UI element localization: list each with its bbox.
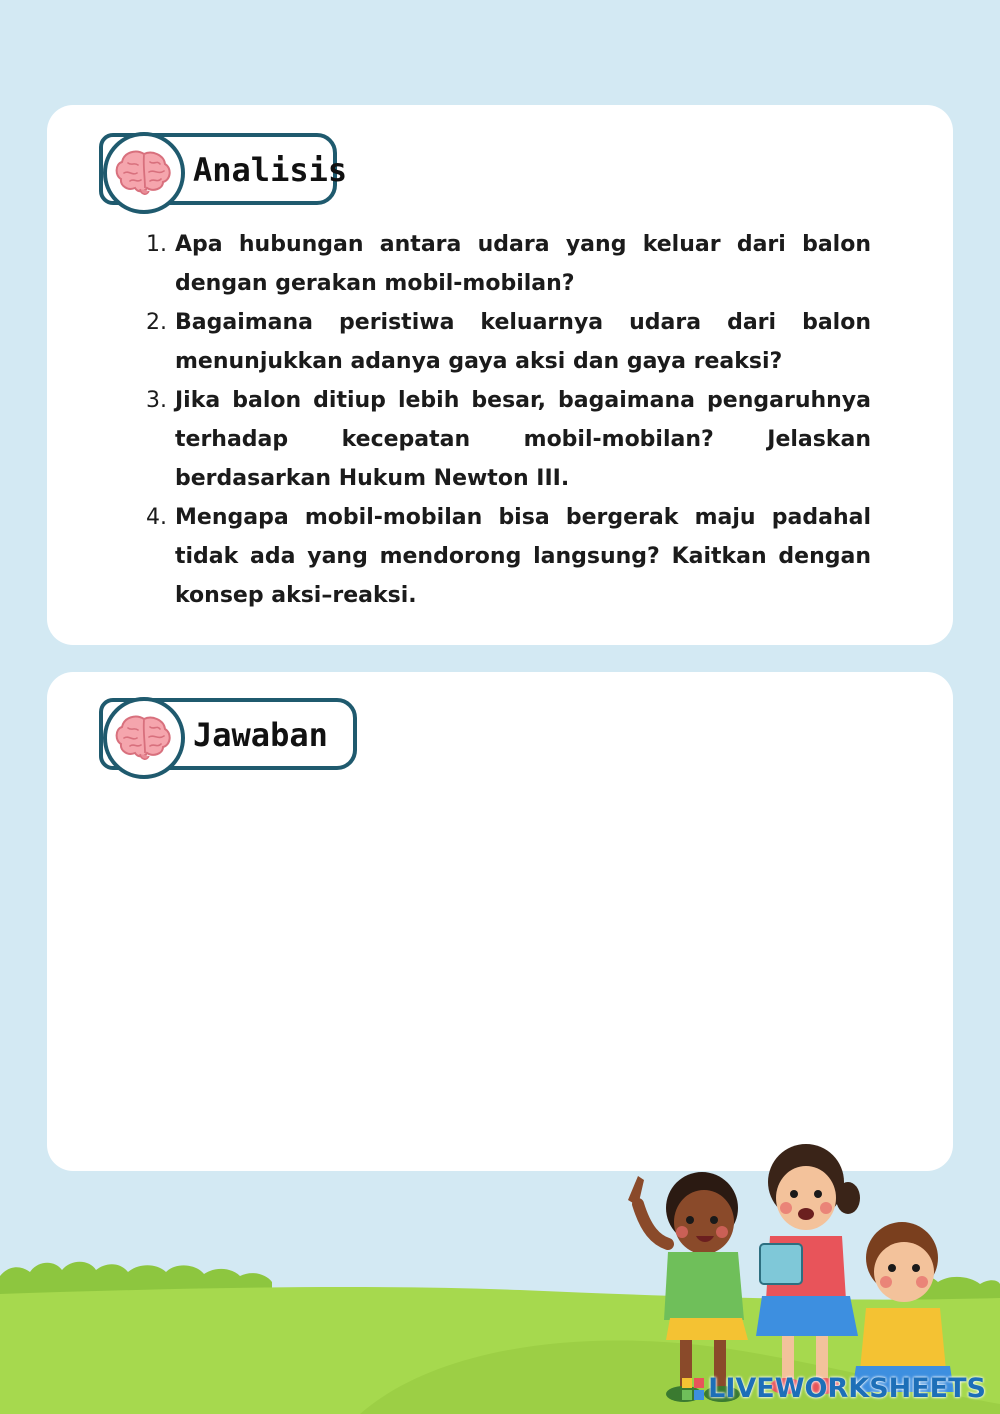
analisis-title: Analisis [193,151,348,189]
analisis-header [99,133,348,205]
brain-icon [114,148,174,198]
question-text: Bagaimana peristiwa keluarnya udara dari balon menunjukkan adanya gaya aksi dan gaya reaksi? [175,310,871,374]
question-item [147,381,871,498]
question-number: 2. [146,310,167,335]
analisis-question-list [147,225,871,615]
jawaban-title: Jawaban [193,716,328,754]
question-item [147,498,871,615]
question-item [147,225,871,303]
watermark-text: LIVEWORKSHEETS [708,1373,986,1404]
jawaban-icon-circle [103,697,185,779]
jawaban-header [99,698,357,770]
jawaban-card[interactable] [47,672,953,1171]
brain-icon [114,713,174,763]
analisis-card [47,105,953,645]
analisis-icon-circle [103,132,185,214]
question-number: 3. [146,388,167,413]
question-number: 4. [146,505,167,530]
kids-illustration [610,1140,960,1410]
question-text: Apa hubungan antara udara yang keluar dari balon dengan gerakan mobil-mobilan? [175,232,871,296]
question-item [147,303,871,381]
liveworksheets-logo-icon [682,1378,704,1400]
question-text: Mengapa mobil-mobilan bisa bergerak maju padahal tidak ada yang mendorong langsung? Kaitkan dengan konsep aksi–reaksi. [175,505,871,608]
liveworksheets-watermark [682,1373,986,1404]
question-number: 1. [146,232,167,257]
question-text: Jika balon ditiup lebih besar, bagaimana pengaruhnya terhadap kecepatan mobil-mobilan? Jelaskan berdasarkan Hukum Newton III. [175,388,871,491]
